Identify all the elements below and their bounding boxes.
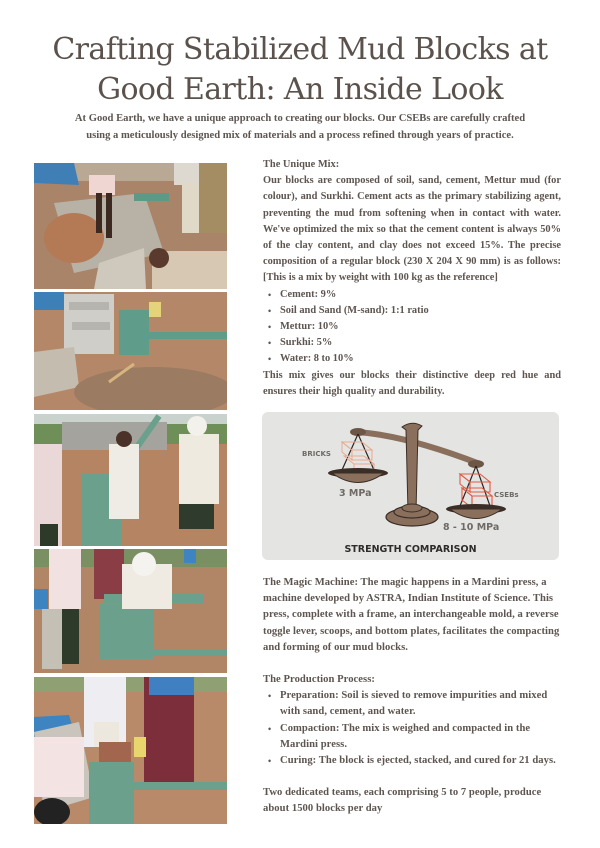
mix-item-surkhi: • Surkhi: 5%	[263, 335, 561, 351]
csebs-label: CSEBs	[494, 491, 519, 499]
process-item-preparation: • Preparation: Soil is sieved to remove impurities and mixed with sand, cement, and water.	[263, 688, 561, 720]
mix-item-soil-sand: • Soil and Sand (M-sand): 1:1 ratio	[263, 303, 561, 319]
machine-and-process-section	[263, 575, 561, 818]
mix-item-water: • Water: 8 to 10%	[263, 351, 561, 367]
mix-list	[263, 287, 561, 368]
bricks-label: BRICKS	[302, 450, 331, 458]
process-list	[263, 688, 561, 769]
process-heading: The Production Process:	[263, 674, 375, 686]
photo-ejecting-block	[34, 549, 227, 673]
title-line-2: Good Earth: An Inside Look	[97, 72, 503, 107]
intro-paragraph: At Good Earth, we have a unique approach to creating our blocks. Our CSEBs are carefully crafted using a meticulously designed mix of materials and a process refined through years of practice.	[74, 113, 526, 141]
csebs-strength-value: 8 - 10 MPa	[443, 522, 500, 533]
unique-mix-section	[263, 157, 561, 400]
photo-mixing	[34, 163, 227, 289]
machine-paragraph: The Magic Machine: The magic happens in a Mardini press, a machine developed by ASTRA, Indian Institute of Science. This press, complete with a frame, an interchangeable mold, a reverse toggle lever, scoops, and bottom plates, facilitates the compacting and forming of our mud blocks.	[263, 577, 560, 653]
balance-scale-icon	[262, 412, 559, 560]
unique-mix-heading: The Unique Mix:	[263, 159, 340, 170]
photo-finished-block	[34, 677, 227, 824]
photo-press-blocks	[34, 292, 227, 410]
mix-item-mettur: • Mettur: 10%	[263, 319, 561, 335]
process-item-compaction: • Compaction: The mix is weighed and compacted in the Mardini press.	[263, 721, 561, 753]
bricks-strength-value: 3 MPa	[339, 488, 372, 499]
unique-mix-closing: This mix gives our blocks their distinctive deep red hue and ensures their high quality and durability.	[263, 369, 561, 397]
teams-paragraph: Two dedicated teams, each comprising 5 to 7 people, produce about 1500 blocks per day	[263, 787, 542, 815]
photo-operating-lever	[34, 414, 227, 546]
infographic-title: STRENGTH COMPARISON	[344, 544, 477, 555]
page-title	[0, 30, 600, 110]
process-item-curing: • Curing: The block is ejected, stacked, and cured for 21 days.	[263, 753, 561, 769]
title-line-1: Crafting Stabilized Mud Blocks at	[52, 32, 548, 67]
strength-comparison-infographic	[262, 412, 559, 560]
mix-item-cement: • Cement: 9%	[263, 287, 561, 303]
unique-mix-body: Our blocks are composed of soil, sand, cement, Mettur mud (for colour), and Surkhi. Cement acts as the primary stabilizing agent, preventing the mud from softening when in contact with water. We've optimized the mix so that the cement content is always 50% of the clay content, and clay does not exceed 15%. The precise composition of a regular block (230 X 204 X 90 mm) is as follows: [This is a mix by weight with 100 kg as the reference]	[263, 175, 561, 284]
